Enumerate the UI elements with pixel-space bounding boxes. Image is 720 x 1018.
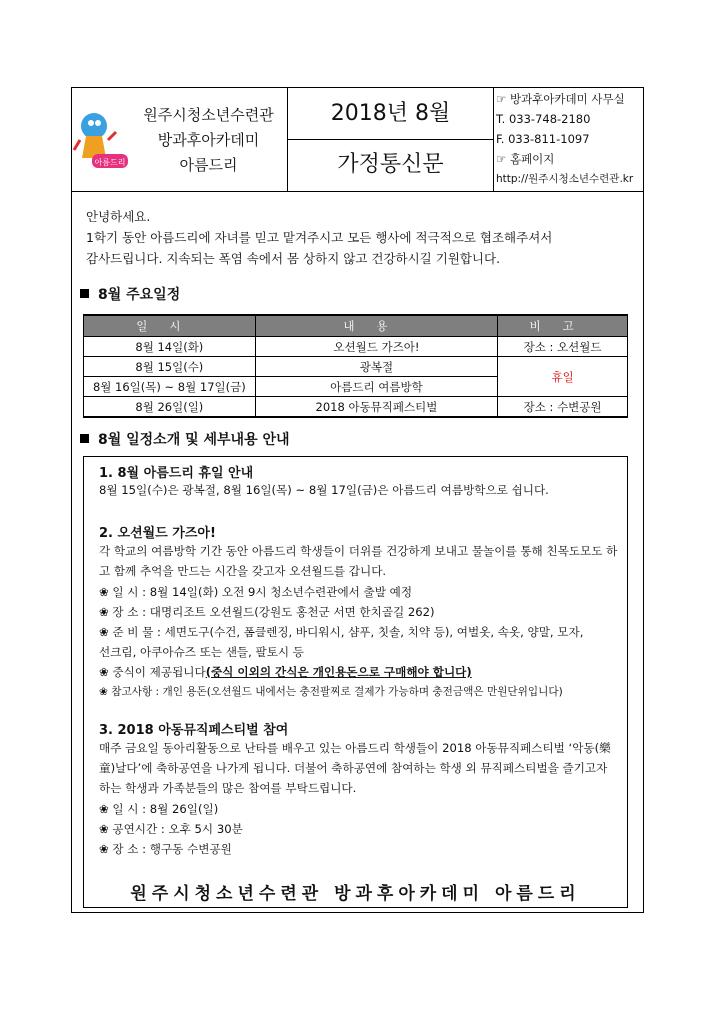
cell-date: 8월 14일(화) xyxy=(84,337,256,357)
contact-info xyxy=(493,88,643,191)
item3-date: ❀ 일 시 : 8월 26일(일) xyxy=(99,802,219,816)
cell-date: 8월 15일(수) xyxy=(84,357,256,377)
cell-content: 2018 아동뮤직페스티벌 xyxy=(255,397,498,418)
item3-time: ❀ 공연시간 : 오후 5시 30분 xyxy=(99,822,243,836)
newsletter-date: 2018년 8월 xyxy=(288,88,494,140)
item2-title: 2. 오션월드 가즈아! xyxy=(99,526,216,541)
bullet-square-icon xyxy=(80,434,89,443)
homepage-label: ☞ 홈페이지 xyxy=(496,152,555,166)
item3-title: 3. 2018 아동뮤직페스티벌 참여 xyxy=(99,723,289,738)
office-label: ☞ 방과후아카데미 사무실 xyxy=(496,92,625,106)
cell-date: 8월 26일(일) xyxy=(84,397,256,418)
column-header-note: 비고 xyxy=(498,315,628,337)
item3-place: ❀ 장 소 : 행구동 수변공원 xyxy=(99,842,232,856)
column-header-content: 내용 xyxy=(255,315,498,337)
fax-number: F. 033-811-1097 xyxy=(496,132,590,146)
cell-date: 8월 16일(목) ~ 8월 17일(금) xyxy=(84,377,256,397)
item2-text: 각 학교의 여름방학 기간 동안 아름드리 학생들이 더위를 건강하게 보내고 물놀이를 통해 친목도모도 하고 함께 추억을 만드는 시간을 갖고자 오션월드를 갑니다. xyxy=(99,544,618,578)
cell-content: 광복절 xyxy=(255,357,498,377)
item2-supplies: ❀ 준 비 물 : 세면도구(수건, 폼클렌징, 바디워시, 샴푸, 칫솔, 치약 등), 여벌옷, 속옷, 양말, 모자, xyxy=(99,625,584,639)
item2-date: ❀ 일 시 : 8월 14일(화) 오전 9시 청소년수련관에서 출발 예정 xyxy=(99,585,413,599)
phone-number: T. 033-748-2180 xyxy=(496,112,591,126)
item1-text: 8월 15일(수)은 광복절, 8월 16일(목) ~ 8월 17일(금)은 아름드리 여름방학으로 쉽니다. xyxy=(99,483,549,497)
cell-note: 장소 : 수변공원 xyxy=(498,397,628,418)
item2-supplies-cont: 선크림, 아쿠아슈즈 또는 샌들, 팔토시 등 xyxy=(99,645,304,659)
org-line: 아름드리 xyxy=(179,156,238,174)
organization-name xyxy=(130,88,288,191)
greeting xyxy=(86,206,631,269)
svg-text:아름드리: 아름드리 xyxy=(94,158,126,167)
section-heading-details xyxy=(80,429,290,449)
greeting-line: 1학기 동안 아름드리에 자녀를 믿고 맡겨주시고 모든 행사에 적극적으로 협조해주셔서 xyxy=(86,230,553,245)
item2-reference: ❀ 참고사항 : 개인 용돈(오션월드 내에서는 충전팔찌로 결제가 가능하며 충전금액은 만원단위입니다) xyxy=(99,686,563,698)
column-header-date: 일시 xyxy=(84,315,256,337)
meal-note: (중식 이외의 간식은 개인용돈으로 구매해야 합니다) xyxy=(205,665,472,679)
cell-content: 오션월드 가즈아! xyxy=(255,337,498,357)
section-heading-schedule xyxy=(80,284,180,304)
greeting-line: 감사드립니다. 지속되는 폭염 속에서 몸 상하지 않고 건강하시길 기원합니다. xyxy=(86,251,501,266)
newsletter-frame xyxy=(71,87,644,913)
footer-signature: 원주시청소년수련관 방과후아카데미 아름드리 xyxy=(130,884,581,904)
item2-place: ❀ 장 소 : 대명리조트 오션월드(강원도 홍천군 서면 한치골길 262) xyxy=(99,605,435,619)
section-heading-text: 8월 일정소개 및 세부내용 안내 xyxy=(98,432,290,448)
item2-meal xyxy=(99,664,624,680)
meal-text: ❀ 중식이 제공됩니다 xyxy=(99,665,206,679)
org-line: 원주시청소년수련관 xyxy=(143,106,274,124)
item1-title: 1. 8월 아름드리 휴일 안내 xyxy=(99,466,254,481)
item3-text: 매주 금요일 동아리활동으로 난타를 배우고 있는 아름드리 학생들이 2018 아동뮤직페스티벌 ‘악동(樂童)날다’에 축하공연을 나가게 됩니다. 더불어 축하공연에 참여하는 학생 외 뮤직페스티벌을 즐기고자 하는 학생과 가족분들의 많은 참여를 부탁드립니다. xyxy=(99,741,611,795)
schedule-table xyxy=(83,314,628,418)
areumdeuri-logo xyxy=(72,88,130,191)
bullet-square-icon xyxy=(80,289,89,298)
newsletter-title: 가정통신문 xyxy=(288,139,494,191)
cell-note-holiday: 휴일 xyxy=(498,357,628,397)
table-row xyxy=(84,337,628,357)
table-row xyxy=(84,357,628,377)
section-heading-text: 8월 주요일정 xyxy=(98,287,181,303)
table-row xyxy=(84,397,628,418)
org-line: 방과후아카데미 xyxy=(157,131,260,149)
cell-content: 아름드리 여름방학 xyxy=(255,377,498,397)
details-box xyxy=(83,456,628,908)
table-header-row xyxy=(84,315,628,337)
newsletter-header xyxy=(72,88,643,192)
homepage-link[interactable]: http://원주시청소년수련관.kr xyxy=(496,173,634,185)
cell-note: 장소 : 오션월드 xyxy=(498,337,628,357)
greeting-line: 안녕하세요. xyxy=(86,209,151,224)
